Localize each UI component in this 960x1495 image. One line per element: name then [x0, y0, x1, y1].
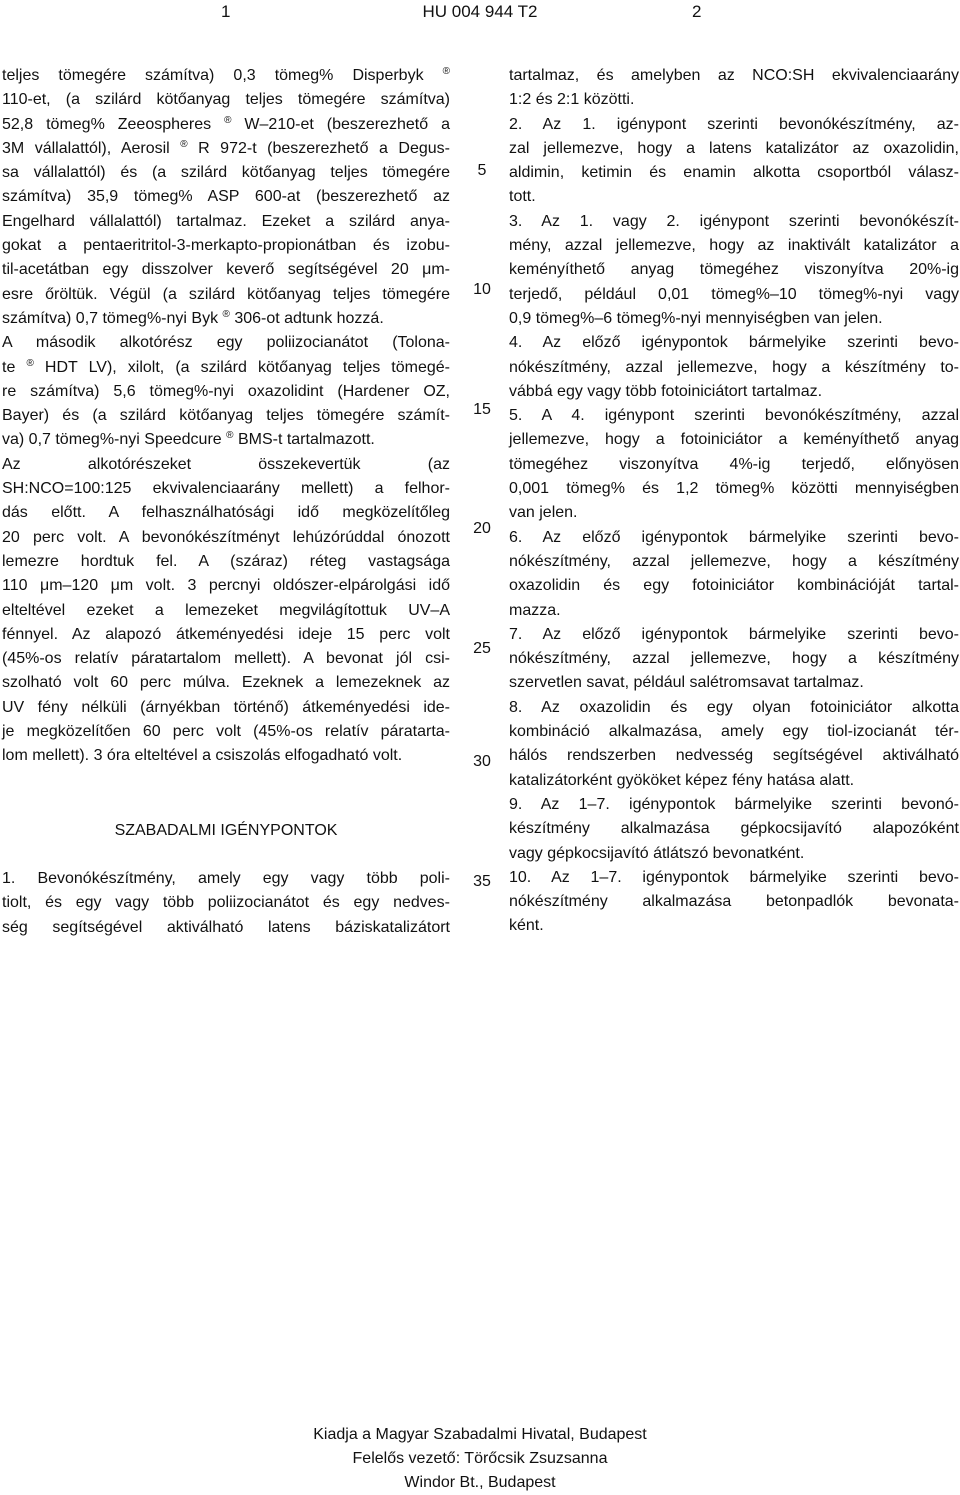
left-column — [2, 64, 450, 940]
text-line: nókészítmény alkalmazása betonpadlók bevonata- — [509, 893, 959, 911]
text-line: nókészítmény, azzal jellemezve, hogy a készítmény to- — [509, 358, 959, 376]
text-line: teljes tömegére számítva) 0,3 tömeg% Disperbyk ® — [2, 66, 450, 84]
spacer — [2, 769, 450, 819]
line-number: 25 — [473, 640, 491, 657]
text-line: 5. A 4. igénypont szerinti bevonókészítmény, azzal — [509, 407, 959, 425]
text-line: esre őröltük. Végül (a szilárd kötőanyag teljes tömegére — [2, 285, 450, 303]
text-line: oxazolidin és egy fotoiniciátor kombinációját tartal- — [509, 577, 959, 595]
text-line: van jelen. — [509, 504, 578, 522]
line-number: 5 — [477, 162, 487, 179]
claim-7 — [509, 623, 959, 696]
claim-5 — [509, 404, 959, 525]
text-line: je megközelítően 60 perc volt (45%-os relatív páratarta- — [2, 723, 450, 741]
page-number-right: 2 — [692, 2, 702, 21]
text-line: Az alkotórészeket összekevertük (az — [2, 455, 450, 473]
text-line: szervetlen savat, például salétromsavat tartalmaz. — [509, 674, 864, 692]
text-line: gokat a pentaeritritol-3-merkapto-propionátban és izobu- — [2, 237, 450, 255]
text-line: lemezre hordtuk fel. A (száraz) réteg vastagsága — [2, 552, 450, 570]
text-line: sa vállalattól) és (a szilárd kötőanyag teljes tömegére — [2, 164, 450, 182]
paragraph-example-first-component — [2, 64, 450, 331]
text-line: UV fény nélküli (árnyékban történő) átkeményedési ide- — [2, 698, 450, 716]
text-line: Engelhard vállalattól) tartalmaz. Ezeket a szilárd anya- — [2, 212, 450, 230]
text-line: kombináció alkalmazása, amely egy tiol-izocianát tér- — [509, 723, 959, 741]
claim-3 — [509, 210, 959, 331]
text-line: (45%-os relatív páratartalom mellett). A bevonat jól csi- — [2, 650, 450, 668]
text-line: til-acetátban egy disszolver keverő segítségével 20 μm- — [2, 261, 450, 279]
text-line: 1:2 és 2:1 közötti. — [509, 91, 635, 109]
page-number-left: 1 — [221, 2, 231, 21]
text-line: 8. Az oxazolidin és egy olyan fotoiniciátor alkotta — [509, 698, 959, 716]
text-line: nókészítmény, azzal jellemezve, hogy a készítmény — [509, 650, 959, 668]
text-line: nókészítmény, azzal jellemezve, hogy a készítmény — [509, 552, 959, 570]
claim-9 — [509, 793, 959, 866]
footer-responsible: Felelős vezető: Törőcsik Zsuzsanna — [352, 1450, 608, 1467]
text-line: tott. — [509, 188, 536, 206]
text-line: 0,9 tömeg%–6 tömeg%-nyi mennyiségben van jelen. — [509, 309, 883, 327]
text-line: tartalmaz, és amelyben az NCO:SH ekvivalenciaarány — [509, 67, 959, 84]
text-line: lom mellett). 3 óra elteltével a csiszolás elfogadható volt. — [2, 747, 403, 765]
text-line: 20 perc volt. A bevonókészítményt lehúzórúddal ónozott — [2, 528, 450, 546]
text-line: hálós rendszerben nedvesség segítségével aktiválható — [509, 747, 959, 765]
paragraph-second-component — [2, 331, 450, 452]
line-number: 15 — [473, 401, 491, 418]
text-line: készítmény alkalmazása gépkocsijavító alapozóként — [509, 820, 959, 838]
text-line: 9. Az 1–7. igénypontok bármelyike szerinti bevonó- — [509, 795, 959, 813]
text-line: 4. Az előző igénypontok bármelyike szerinti bevo- — [509, 334, 959, 352]
claim-1-continued — [509, 64, 959, 113]
text-line: 2. Az 1. igénypont szerinti bevonókészítmény, az- — [509, 115, 959, 133]
text-line: 7. Az előző igénypontok bármelyike szerinti bevo- — [509, 625, 959, 643]
text-line: A második alkotórész egy poliizocianátot (Tolona- — [2, 334, 450, 352]
text-line: tömegéhez viszonyítva 4%-ig terjedő, előnyösen — [509, 455, 959, 473]
document-number: HU 004 944 T2 — [422, 2, 538, 21]
text-line: te ® HDT LV), xilolt, (a szilárd kötőanyag teljes tömegé- — [2, 357, 451, 376]
text-line: 0,001 tömeg% és 1,2 tömeg% közötti mennyiségben — [509, 480, 959, 498]
claim-10 — [509, 866, 959, 939]
text-line: SH:NCO=100:125 ekvivalenciaarány mellett) a felhor- — [2, 480, 450, 498]
line-number: 30 — [473, 753, 491, 770]
right-column — [509, 64, 959, 939]
text-line: 3. Az 1. vagy 2. igénypont szerinti bevonókészít- — [509, 212, 959, 230]
text-line: fénnyel. Az alapozó átkeményedési ideje 15 perc volt — [2, 625, 450, 643]
text-line: 1. Bevonókészítmény, amely egy vagy több poli- — [2, 869, 450, 887]
text-line: 10. Az 1–7. igénypontok bármelyike szerinti bevo- — [509, 868, 959, 886]
text-line: keményíthető anyag tömegéhez viszonyítva 20%-ig — [509, 261, 959, 279]
text-line: dás előtt. A felhasználhatósági idő megközelítőleg — [2, 504, 450, 522]
claim-2 — [509, 113, 959, 210]
text-line: va) 0,7 tömeg%-nyi Speedcure ® BMS-t tartalmazott. — [2, 430, 375, 449]
text-line: 6. Az előző igénypontok bármelyike szerinti bevo- — [509, 528, 959, 546]
text-line: vábbá egy vagy több fotoiniciátort tartalmaz. — [509, 382, 823, 400]
text-line: katalizátorként gyököket képez fény hatása alatt. — [509, 771, 855, 789]
text-line: tiolt, és egy vagy több poliizocianátot és egy nedves- — [2, 894, 450, 912]
text-line: 52,8 tömeg% Zeeospheres ® W–210-et (beszerezhető a — [2, 114, 450, 133]
text-line: 3M vállalattól), Aerosil ® R 972-t (beszerezhető a Degus- — [2, 138, 450, 157]
footer-printer: Windor Bt., Budapest — [404, 1474, 556, 1491]
text-line: mény, azzal jellemezve, hogy az inaktivált katalizátor a — [509, 237, 959, 255]
claims-heading: SZABADALMI IGÉNYPONTOK — [114, 821, 338, 839]
text-line: Bayer) és (a szilárd kötőanyag teljes tömegére számít- — [2, 407, 450, 425]
text-line: számítva) 0,7 tömeg%-nyi Byk ® 306-ot adtunk hozzá. — [2, 308, 384, 327]
footer-publisher: Kiadja a Magyar Szabadalmi Hivatal, Budapest — [313, 1426, 647, 1443]
claim-1 — [2, 867, 450, 940]
claim-4 — [509, 331, 959, 404]
text-line: aldimin, ketimin és enamin alkotta csoportból válasz- — [509, 164, 959, 182]
claim-6 — [509, 526, 959, 623]
text-line: jellemezve, hogy a fotoiniciátor a keményíthető anyag — [509, 431, 959, 449]
spacer — [2, 843, 450, 867]
text-line: 110 μm–120 μm volt. 3 percnyi oldószer-elpárolgási idő — [2, 577, 450, 595]
text-line: ség segítségével aktiválható latens báziskatalizátort — [2, 918, 450, 936]
text-line: re számítva) 5,6 tömeg%-nyi oxazolidint (Hardener OZ, — [2, 382, 450, 400]
claim-8 — [509, 696, 959, 793]
paragraph-mixing-results — [2, 453, 450, 769]
line-number: 20 — [473, 520, 491, 537]
text-line: elteltével ezeket a lemezeket megvilágítottuk UV–A — [2, 601, 450, 619]
text-line: számítva) 35,9 tömeg% ASP 600-at (beszerezhető az — [2, 188, 450, 206]
text-line: zal jellemezve, hogy a latens katalizátor az oxazolidin, — [509, 139, 959, 157]
line-number: 35 — [473, 873, 491, 890]
text-line: mazza. — [509, 601, 561, 619]
line-number: 10 — [473, 281, 491, 298]
text-line: szolható volt 60 perc múlva. Ezeknek a lemezeknek az — [2, 674, 450, 692]
text-line: ként. — [509, 917, 544, 935]
text-line: terjedő, például 0,01 tömeg%–10 tömeg%-nyi vagy — [509, 285, 959, 303]
text-line: 110-et, (a szilárd kötőanyag teljes tömegére számítva) — [2, 91, 450, 109]
text-line: vagy gépkocsijavító átlátszó bevonatként. — [509, 844, 805, 862]
